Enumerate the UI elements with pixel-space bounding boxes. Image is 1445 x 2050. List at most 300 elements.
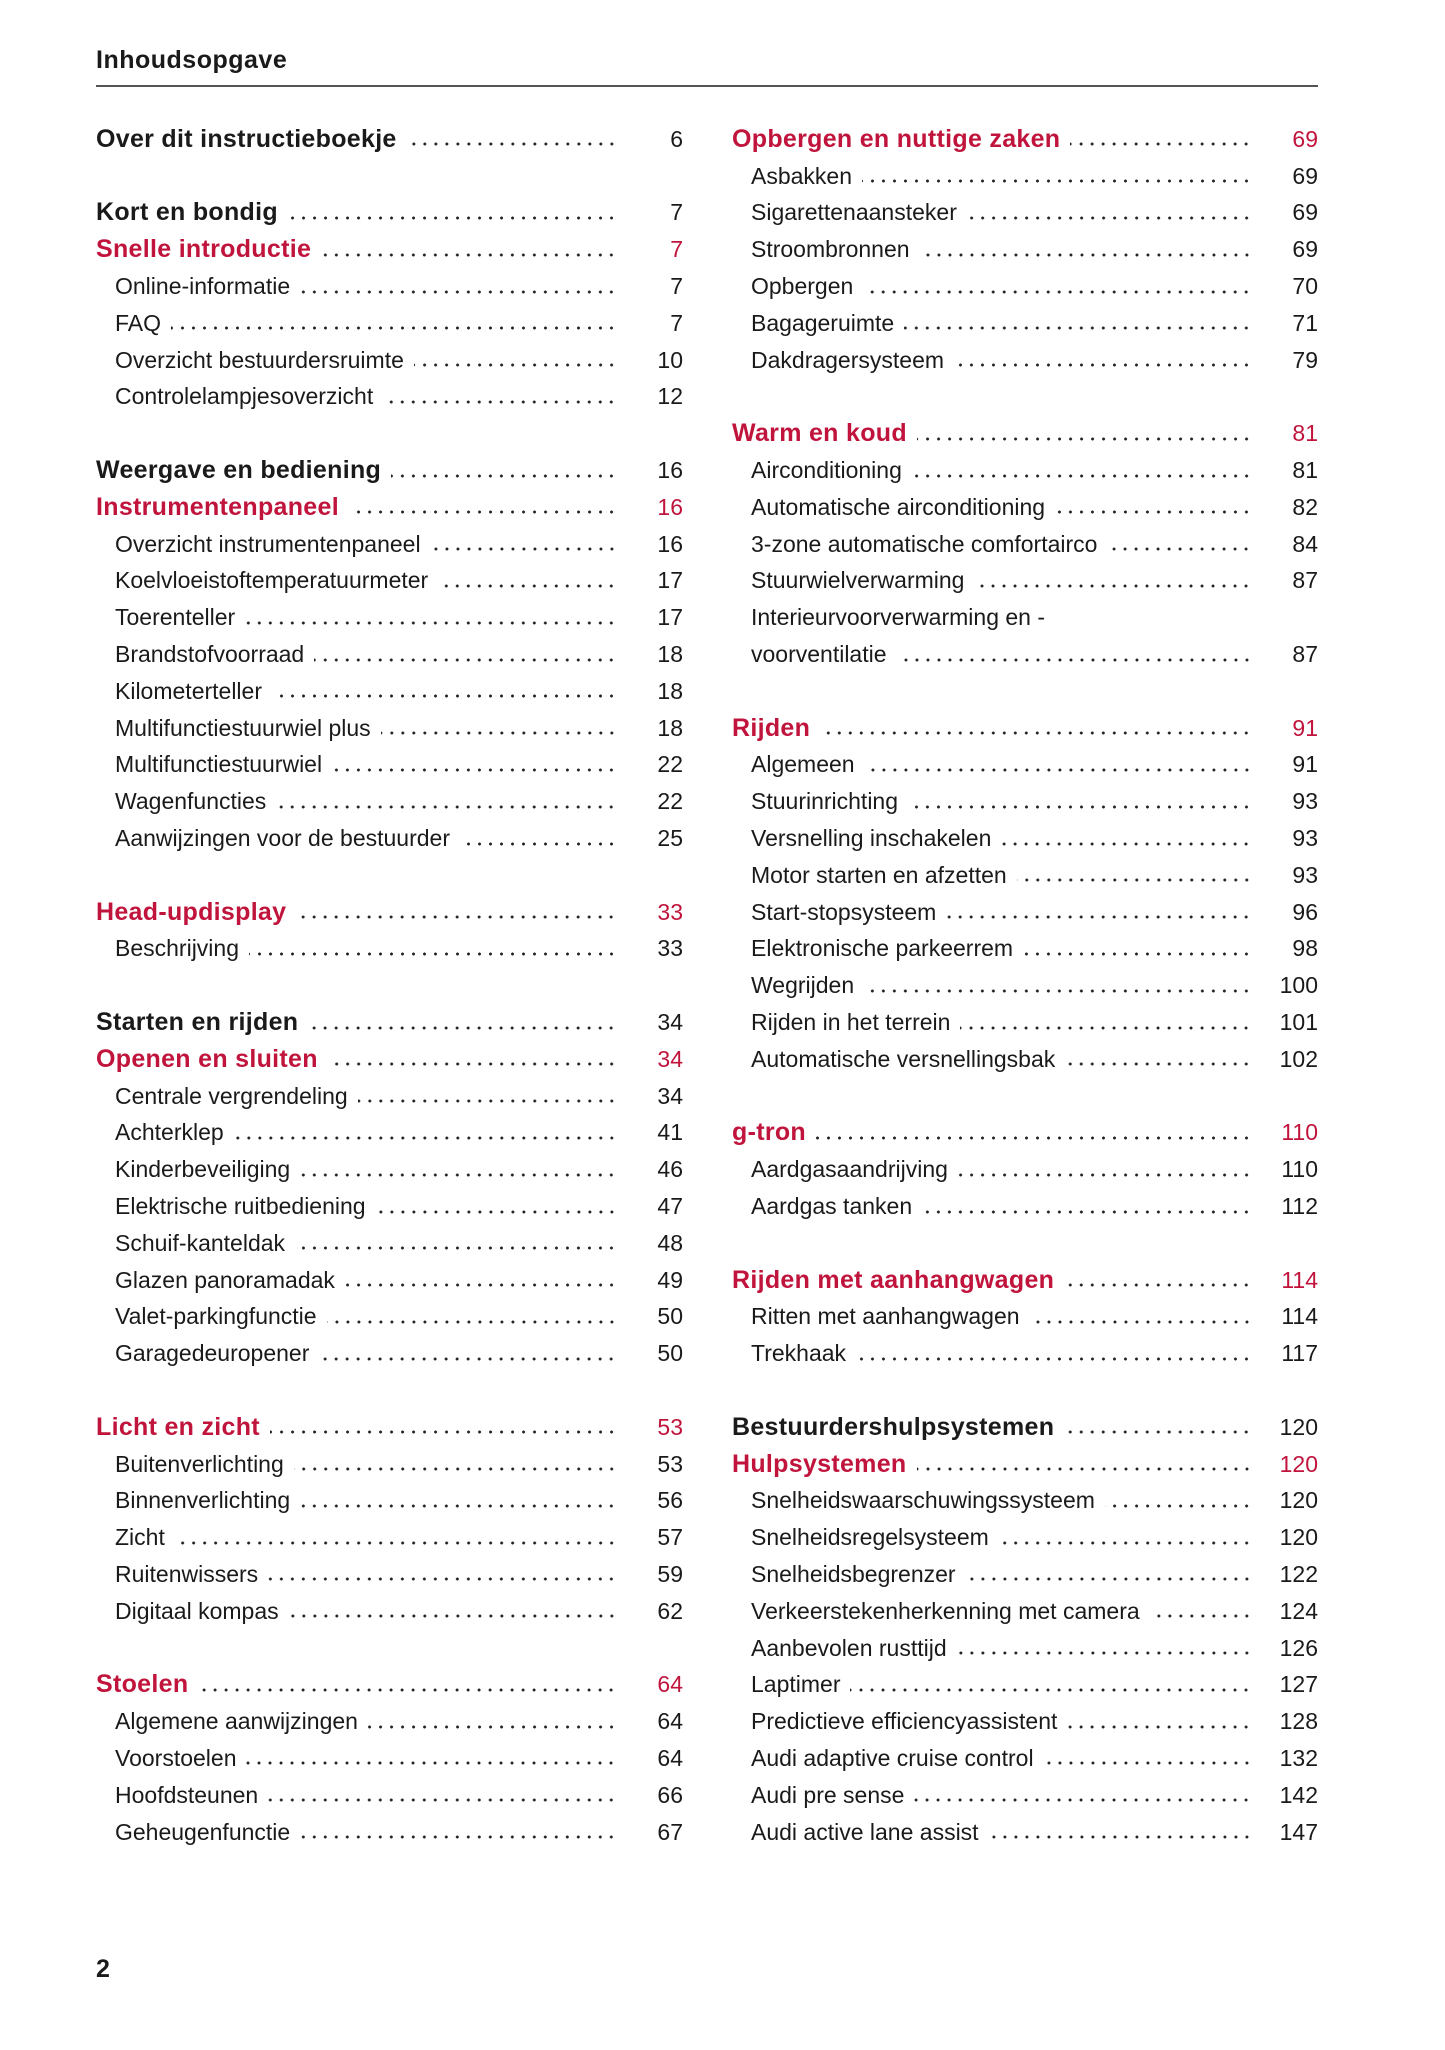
toc-entry[interactable] bbox=[96, 1151, 683, 1188]
dot-leader bbox=[1023, 951, 1252, 957]
page-header-title: Inhoudsopgave bbox=[96, 46, 288, 74]
toc-entry[interactable] bbox=[732, 1151, 1318, 1188]
toc-entry[interactable] bbox=[732, 1188, 1318, 1225]
toc-section-heading[interactable] bbox=[732, 710, 1318, 747]
dot-leader bbox=[999, 1540, 1252, 1546]
toc-entry-page: 132 bbox=[1279, 1744, 1318, 1771]
toc-entry[interactable] bbox=[732, 563, 1318, 600]
toc-entry[interactable] bbox=[96, 1115, 683, 1152]
toc-entry-title: Asbakken bbox=[751, 162, 853, 189]
toc-section-heading[interactable] bbox=[96, 489, 683, 526]
dot-leader bbox=[438, 583, 617, 589]
toc-entry-title: Snelheidswaarschuwingssysteem bbox=[751, 1487, 1095, 1514]
toc-section-heading[interactable] bbox=[96, 1004, 683, 1041]
dot-leader bbox=[268, 1797, 617, 1803]
dot-leader bbox=[914, 1797, 1252, 1803]
dot-leader bbox=[345, 1282, 617, 1288]
dot-leader bbox=[922, 1209, 1252, 1215]
toc-entry-page: 114 bbox=[1281, 1266, 1318, 1293]
toc-entry-title: Toerenteller bbox=[115, 604, 236, 631]
toc-entry-title: Kinderbeveiliging bbox=[115, 1156, 291, 1183]
toc-entry-title: Airconditioning bbox=[751, 457, 902, 484]
dot-leader bbox=[358, 1098, 617, 1104]
toc-entry-page: 17 bbox=[657, 567, 683, 594]
dot-leader bbox=[917, 1466, 1253, 1472]
dot-leader bbox=[175, 1540, 617, 1546]
toc-entry-page: 7 bbox=[670, 236, 683, 263]
toc-entry-title: Digitaal kompas bbox=[115, 1597, 279, 1624]
toc-entry[interactable] bbox=[96, 820, 683, 857]
dot-leader bbox=[850, 1687, 1252, 1693]
toc-entry-page: 120 bbox=[1279, 1487, 1318, 1514]
toc-entry-page: 25 bbox=[657, 825, 683, 852]
toc-entry-title: Binnenverlichting bbox=[115, 1487, 291, 1514]
dot-leader bbox=[1044, 1760, 1252, 1766]
toc-entry[interactable] bbox=[96, 1188, 683, 1225]
dot-leader bbox=[249, 951, 617, 957]
toc-entry-title: Elektrische ruitbediening bbox=[115, 1193, 366, 1219]
toc-entry[interactable] bbox=[732, 599, 1318, 636]
toc-entry-title: FAQ bbox=[115, 309, 162, 336]
toc-entry[interactable] bbox=[732, 268, 1318, 305]
toc-entry-title: Ruitenwissers bbox=[115, 1560, 259, 1587]
toc-entry-title: Algemeen bbox=[751, 751, 855, 778]
toc-entry[interactable] bbox=[732, 636, 1318, 673]
toc-entry-title: Licht en zicht bbox=[96, 1412, 260, 1441]
toc-entry-page: 17 bbox=[657, 604, 683, 631]
toc-entry[interactable] bbox=[96, 931, 683, 968]
toc-entry-title: Verkeerstekenherkenning met camera bbox=[751, 1597, 1140, 1624]
dot-leader bbox=[349, 509, 617, 515]
toc-entry[interactable] bbox=[732, 931, 1318, 968]
toc-entry-page: 84 bbox=[1292, 530, 1318, 557]
toc-entry-page: 91 bbox=[1292, 751, 1318, 778]
dot-leader bbox=[321, 252, 617, 258]
toc-entry-title: voorventilatie bbox=[751, 641, 887, 668]
toc-entry[interactable] bbox=[732, 489, 1318, 526]
toc-spacer bbox=[96, 158, 683, 195]
toc-entry-title: Kilometerteller bbox=[115, 677, 262, 704]
dot-leader bbox=[234, 1135, 617, 1141]
toc-entry[interactable] bbox=[732, 231, 1318, 268]
toc-entry-page: 120 bbox=[1279, 1524, 1318, 1551]
dot-leader bbox=[1107, 546, 1252, 552]
toc-entry-page: 53 bbox=[657, 1450, 683, 1477]
toc-entry[interactable] bbox=[96, 305, 683, 342]
toc-entry-page: 33 bbox=[657, 898, 683, 925]
toc-entry-title: Bagageruimte bbox=[751, 309, 895, 336]
dot-leader bbox=[908, 804, 1252, 810]
toc-entry-page: 120 bbox=[1279, 1450, 1318, 1477]
toc-entry-title: Wegrijden bbox=[751, 972, 855, 999]
toc-entry[interactable] bbox=[96, 1482, 683, 1519]
toc-entry[interactable] bbox=[96, 1335, 683, 1372]
toc-entry-page: 7 bbox=[670, 309, 683, 336]
toc-entry-title: Glazen panoramadak bbox=[115, 1266, 335, 1293]
toc-entry[interactable] bbox=[732, 857, 1318, 894]
toc-entry[interactable] bbox=[732, 1814, 1318, 1851]
toc-entry[interactable] bbox=[732, 1630, 1318, 1667]
toc-entry-page: 67 bbox=[657, 1818, 683, 1845]
toc-entry[interactable] bbox=[732, 1041, 1318, 1078]
toc-section-heading[interactable] bbox=[96, 121, 683, 158]
toc-entry-title: Brandstofvoorraad bbox=[115, 641, 305, 668]
dot-leader bbox=[300, 1834, 617, 1840]
toc-entry[interactable] bbox=[96, 563, 683, 600]
toc-entry-title: Wagenfuncties bbox=[115, 788, 267, 815]
dot-leader bbox=[332, 767, 617, 773]
toc-entry[interactable] bbox=[732, 783, 1318, 820]
toc-entry-page: 18 bbox=[657, 641, 683, 668]
dot-leader bbox=[407, 141, 617, 147]
dot-leader bbox=[289, 1613, 617, 1619]
dot-leader bbox=[381, 730, 617, 736]
toc-entry-page: 53 bbox=[657, 1413, 683, 1440]
dot-leader bbox=[460, 841, 617, 847]
toc-entry-page: 6 bbox=[670, 125, 683, 152]
dot-leader bbox=[966, 1576, 1252, 1582]
toc-entry-title: Valet-parkingfunctie bbox=[115, 1303, 317, 1330]
dot-leader bbox=[1030, 1319, 1252, 1325]
toc-entry-page: 87 bbox=[1292, 567, 1318, 594]
toc-entry-title: Garagedeuropener bbox=[115, 1340, 310, 1367]
toc-entry[interactable] bbox=[732, 452, 1318, 489]
toc-entry-page: 93 bbox=[1292, 825, 1318, 852]
toc-entry-page: 18 bbox=[657, 714, 683, 741]
toc-entry-title: Controlelampjesoverzicht bbox=[115, 383, 374, 410]
toc-entry[interactable] bbox=[732, 195, 1318, 232]
toc-entry-page: 71 bbox=[1292, 309, 1318, 336]
toc-section-heading[interactable] bbox=[732, 1262, 1318, 1299]
toc-entry-title: Algemene aanwijzingen bbox=[115, 1708, 358, 1735]
toc-section-heading[interactable] bbox=[732, 415, 1318, 452]
toc-entry-page: 93 bbox=[1292, 788, 1318, 815]
dot-leader bbox=[954, 362, 1252, 368]
toc-entry-title: Stroombronnen bbox=[751, 236, 910, 263]
toc-entry[interactable] bbox=[732, 1482, 1318, 1519]
dot-leader bbox=[272, 693, 617, 699]
toc-section-heading[interactable] bbox=[96, 195, 683, 232]
toc-spacer bbox=[96, 967, 683, 1004]
toc-entry[interactable] bbox=[96, 1814, 683, 1851]
dot-leader bbox=[1064, 1429, 1252, 1435]
toc-entry-page: 70 bbox=[1292, 273, 1318, 300]
toc-entry[interactable] bbox=[732, 342, 1318, 379]
toc-entry[interactable] bbox=[96, 1299, 683, 1336]
dot-leader bbox=[863, 289, 1252, 295]
toc-section-heading[interactable] bbox=[96, 231, 683, 268]
dot-leader bbox=[288, 215, 617, 221]
dot-leader bbox=[270, 1429, 617, 1435]
toc-entry-title: Dakdragersysteem bbox=[751, 346, 945, 373]
toc-spacer bbox=[732, 1078, 1318, 1115]
toc-entry-page: 18 bbox=[657, 677, 683, 704]
toc-spacer bbox=[732, 673, 1318, 710]
toc-entry[interactable] bbox=[96, 268, 683, 305]
toc-entry-title: Aardgas tanken bbox=[751, 1193, 913, 1219]
dot-leader bbox=[246, 1760, 617, 1766]
toc-entry-title: Warm en koud bbox=[732, 419, 907, 448]
dot-leader bbox=[904, 325, 1252, 331]
dot-leader bbox=[912, 473, 1252, 479]
toc-entry-title: Automatische airconditioning bbox=[751, 493, 1046, 520]
toc-entry-title: Audi pre sense bbox=[751, 1781, 905, 1808]
toc-entry[interactable] bbox=[732, 967, 1318, 1004]
dot-leader bbox=[296, 914, 617, 920]
toc-entry[interactable] bbox=[732, 305, 1318, 342]
toc-entry-title: Multifunctiestuurwiel plus bbox=[115, 714, 371, 741]
toc-entry[interactable] bbox=[732, 820, 1318, 857]
toc-entry-title: Koelvloeistoftemperatuurmeter bbox=[115, 567, 429, 594]
toc-entry-title: Bestuurdershulpsystemen bbox=[732, 1412, 1055, 1441]
toc-entry-title: Elektronische parkeerrem bbox=[751, 935, 1014, 962]
toc-entry-title: Rijden met aanhangwagen bbox=[732, 1265, 1055, 1294]
toc-entry-page: 41 bbox=[657, 1119, 683, 1146]
toc-entry-page: 120 bbox=[1279, 1413, 1318, 1440]
toc-entry[interactable] bbox=[732, 1777, 1318, 1814]
toc-entry-title: Rijden bbox=[732, 713, 811, 742]
toc-spacer bbox=[96, 857, 683, 894]
toc-section-heading[interactable] bbox=[732, 1115, 1318, 1152]
toc-entry-page: 57 bbox=[657, 1524, 683, 1551]
toc-entry[interactable] bbox=[96, 673, 683, 710]
toc-entry-title: Rijden in het terrein bbox=[751, 1009, 951, 1036]
toc-entry-title: Aardgasaandrijving bbox=[751, 1156, 948, 1183]
dot-leader bbox=[856, 1356, 1252, 1362]
toc-entry[interactable] bbox=[96, 1556, 683, 1593]
toc-entry-title: Aanwijzingen voor de bestuurder bbox=[115, 825, 450, 852]
toc-section-heading[interactable] bbox=[96, 452, 683, 489]
toc-entry-page: 7 bbox=[670, 273, 683, 300]
dot-leader bbox=[920, 252, 1252, 258]
toc-entry-title: Automatische versnellingsbak bbox=[751, 1045, 1056, 1072]
toc-spacer bbox=[96, 415, 683, 452]
toc-entry[interactable] bbox=[732, 1556, 1318, 1593]
toc-section-heading[interactable] bbox=[96, 1409, 683, 1446]
toc-entry[interactable] bbox=[732, 1593, 1318, 1630]
toc-section-heading[interactable] bbox=[96, 1041, 683, 1078]
dot-leader bbox=[974, 583, 1252, 589]
dot-leader bbox=[327, 1319, 617, 1325]
toc-entry-page: 87 bbox=[1292, 641, 1318, 668]
dot-leader bbox=[1064, 1282, 1252, 1288]
dot-leader bbox=[308, 1025, 617, 1031]
toc-entry-title: Over dit instructieboekje bbox=[96, 124, 397, 153]
toc-entry[interactable] bbox=[96, 1519, 683, 1556]
toc-entry-page: 100 bbox=[1279, 972, 1318, 999]
toc-entry-title: Achterklep bbox=[115, 1119, 224, 1146]
toc-entry-page: 22 bbox=[657, 788, 683, 815]
dot-leader bbox=[376, 1209, 617, 1215]
toc-entry-title: Start-stopsysteem bbox=[751, 898, 937, 925]
toc-entry[interactable] bbox=[96, 783, 683, 820]
toc-entry[interactable] bbox=[96, 526, 683, 563]
toc-entry[interactable] bbox=[732, 1004, 1318, 1041]
toc-entry-page: 128 bbox=[1279, 1708, 1318, 1735]
toc-entry[interactable] bbox=[732, 158, 1318, 195]
toc-entry-page: 33 bbox=[657, 935, 683, 962]
toc-section-heading[interactable] bbox=[732, 1409, 1318, 1446]
toc-entry-page: 16 bbox=[657, 530, 683, 557]
toc-entry-title: Kort en bondig bbox=[96, 198, 278, 227]
toc-entry-page: 69 bbox=[1292, 199, 1318, 226]
toc-entry[interactable] bbox=[96, 1446, 683, 1483]
dot-leader bbox=[1067, 1724, 1252, 1730]
toc-entry[interactable] bbox=[96, 1777, 683, 1814]
toc-entry-title: Aanbevolen rusttijd bbox=[751, 1634, 947, 1661]
toc-spacer bbox=[732, 1225, 1318, 1262]
toc-entry-title: Trekhaak bbox=[751, 1340, 847, 1367]
toc-entry[interactable] bbox=[96, 1703, 683, 1740]
dot-leader bbox=[1055, 509, 1252, 515]
toc-entry-title: Stoelen bbox=[96, 1670, 189, 1699]
toc-entry-title: Hoofdsteunen bbox=[115, 1781, 259, 1808]
toc-entry-title: g-tron bbox=[732, 1118, 806, 1147]
toc-entry-page: 142 bbox=[1279, 1781, 1318, 1808]
toc-entry-page: 81 bbox=[1292, 457, 1318, 484]
toc-entry-title: Weergave en bediening bbox=[96, 456, 382, 485]
toc-entry-title: Instrumentenpaneel bbox=[96, 492, 339, 521]
toc-entry[interactable] bbox=[732, 1740, 1318, 1777]
toc-entry-title: Opbergen en nuttige zaken bbox=[732, 124, 1061, 153]
dot-leader bbox=[414, 362, 617, 368]
toc-entry-title: Openen en sluiten bbox=[96, 1044, 318, 1073]
toc-entry-page: 127 bbox=[1279, 1671, 1318, 1698]
toc-entry[interactable] bbox=[96, 379, 683, 416]
toc-entry-title: Snelheidsbegrenzer bbox=[751, 1560, 956, 1587]
toc-entry-page: 69 bbox=[1292, 162, 1318, 189]
toc-entry-page: 10 bbox=[657, 346, 683, 373]
toc-entry-title: Multifunctiestuurwiel bbox=[115, 751, 323, 778]
dot-leader bbox=[864, 988, 1252, 994]
toc-entry-title: Schuif-kanteldak bbox=[115, 1229, 286, 1256]
toc-entry-title: Stuurinrichting bbox=[751, 788, 899, 815]
page-number: 2 bbox=[96, 1955, 110, 1983]
toc-entry-title: Audi adaptive cruise control bbox=[751, 1744, 1034, 1771]
toc-entry-page: 22 bbox=[657, 751, 683, 778]
toc-entry[interactable] bbox=[96, 636, 683, 673]
dot-leader bbox=[1070, 141, 1252, 147]
dot-leader bbox=[1150, 1613, 1252, 1619]
toc-entry-page: 64 bbox=[657, 1708, 683, 1735]
toc-entry-page: 66 bbox=[657, 1781, 683, 1808]
toc-spacer bbox=[732, 1372, 1318, 1409]
toc-entry[interactable] bbox=[96, 1262, 683, 1299]
toc-entry-page: 46 bbox=[657, 1156, 683, 1183]
toc-entry-title: Sigarettenaansteker bbox=[751, 199, 957, 226]
toc-entry[interactable] bbox=[96, 747, 683, 784]
toc-section-heading[interactable] bbox=[732, 1446, 1318, 1483]
toc-column-left bbox=[96, 121, 683, 1850]
dot-leader bbox=[1017, 877, 1252, 883]
dot-leader bbox=[967, 215, 1252, 221]
dot-leader bbox=[946, 914, 1252, 920]
toc-entry[interactable] bbox=[732, 1299, 1318, 1336]
dot-leader bbox=[820, 730, 1252, 736]
toc-entry-title: Head-updisplay bbox=[96, 897, 287, 926]
toc-entry-page: 49 bbox=[657, 1266, 683, 1293]
toc-section-heading[interactable] bbox=[732, 121, 1318, 158]
toc-entry-title: Predictieve efficiencyassistent bbox=[751, 1708, 1058, 1735]
toc-entry[interactable] bbox=[732, 1703, 1318, 1740]
toc-entry-page: 122 bbox=[1279, 1560, 1318, 1587]
dot-leader bbox=[368, 1724, 617, 1730]
toc-entry-title: Starten en rijden bbox=[96, 1008, 299, 1037]
toc-entry-page: 62 bbox=[657, 1597, 683, 1624]
toc-entry-page: 16 bbox=[657, 457, 683, 484]
toc-entry[interactable] bbox=[96, 1225, 683, 1262]
toc-entry-page: 59 bbox=[657, 1560, 683, 1587]
toc-entry[interactable] bbox=[96, 599, 683, 636]
dot-leader bbox=[198, 1687, 617, 1693]
toc-entry-title: Overzicht bestuurdersruimte bbox=[115, 346, 404, 373]
dot-leader bbox=[295, 1245, 617, 1251]
toc-entry-page: 102 bbox=[1279, 1045, 1318, 1072]
dot-leader bbox=[268, 1576, 617, 1582]
dot-leader bbox=[431, 546, 617, 552]
dot-leader bbox=[958, 1172, 1252, 1178]
toc-entry-title: Interieurvoorverwarming en - bbox=[751, 604, 1046, 631]
toc-entry-page: 69 bbox=[1292, 125, 1318, 152]
dot-leader bbox=[391, 473, 617, 479]
toc-entry-title: Voorstoelen bbox=[115, 1744, 237, 1771]
toc-entry[interactable] bbox=[732, 747, 1318, 784]
toc-entry[interactable] bbox=[96, 1593, 683, 1630]
toc-spacer bbox=[732, 379, 1318, 416]
dot-leader bbox=[300, 289, 617, 295]
toc-entry[interactable] bbox=[732, 1519, 1318, 1556]
toc-entry[interactable] bbox=[96, 1078, 683, 1115]
dot-leader bbox=[989, 1834, 1252, 1840]
toc-entry[interactable] bbox=[732, 894, 1318, 931]
toc-entry[interactable] bbox=[732, 1335, 1318, 1372]
toc-entry-page: 81 bbox=[1292, 420, 1318, 447]
toc-entry-page: 12 bbox=[657, 383, 683, 410]
toc-entry[interactable] bbox=[732, 526, 1318, 563]
toc-entry[interactable] bbox=[96, 342, 683, 379]
dot-leader bbox=[294, 1466, 617, 1472]
toc-entry-page: 56 bbox=[657, 1487, 683, 1514]
toc-entry-title: Geheugenfunctie bbox=[115, 1818, 291, 1845]
dot-leader bbox=[816, 1135, 1252, 1141]
toc-entry-title: Snelle introductie bbox=[96, 235, 312, 264]
toc-entry-title: Zicht bbox=[115, 1524, 165, 1551]
toc-entry-page: 34 bbox=[657, 1082, 683, 1109]
toc-entry-page: 47 bbox=[657, 1193, 683, 1219]
toc-entry-page: 91 bbox=[1292, 714, 1318, 741]
toc-section-heading[interactable] bbox=[96, 894, 683, 931]
toc-entry-page: 34 bbox=[657, 1045, 683, 1072]
toc-entry[interactable] bbox=[96, 1740, 683, 1777]
dot-leader bbox=[897, 657, 1252, 663]
dot-leader bbox=[319, 1356, 617, 1362]
toc-entry-page: 126 bbox=[1279, 1634, 1318, 1661]
toc-entry[interactable] bbox=[96, 710, 683, 747]
toc-entry-page: 96 bbox=[1292, 898, 1318, 925]
toc-entry-page: 79 bbox=[1292, 346, 1318, 373]
dot-leader bbox=[957, 1650, 1252, 1656]
toc-spacer bbox=[96, 1630, 683, 1667]
toc-section-heading[interactable] bbox=[96, 1666, 683, 1703]
dot-leader bbox=[865, 767, 1252, 773]
toc-entry-page: 64 bbox=[657, 1744, 683, 1771]
dot-leader bbox=[960, 1025, 1252, 1031]
toc-entry-title: Opbergen bbox=[751, 273, 854, 300]
toc-entry-page: 98 bbox=[1292, 935, 1318, 962]
toc-entry-title: Centrale vergrendeling bbox=[115, 1082, 348, 1109]
dot-leader bbox=[1105, 1503, 1252, 1509]
toc-entry[interactable] bbox=[732, 1666, 1318, 1703]
